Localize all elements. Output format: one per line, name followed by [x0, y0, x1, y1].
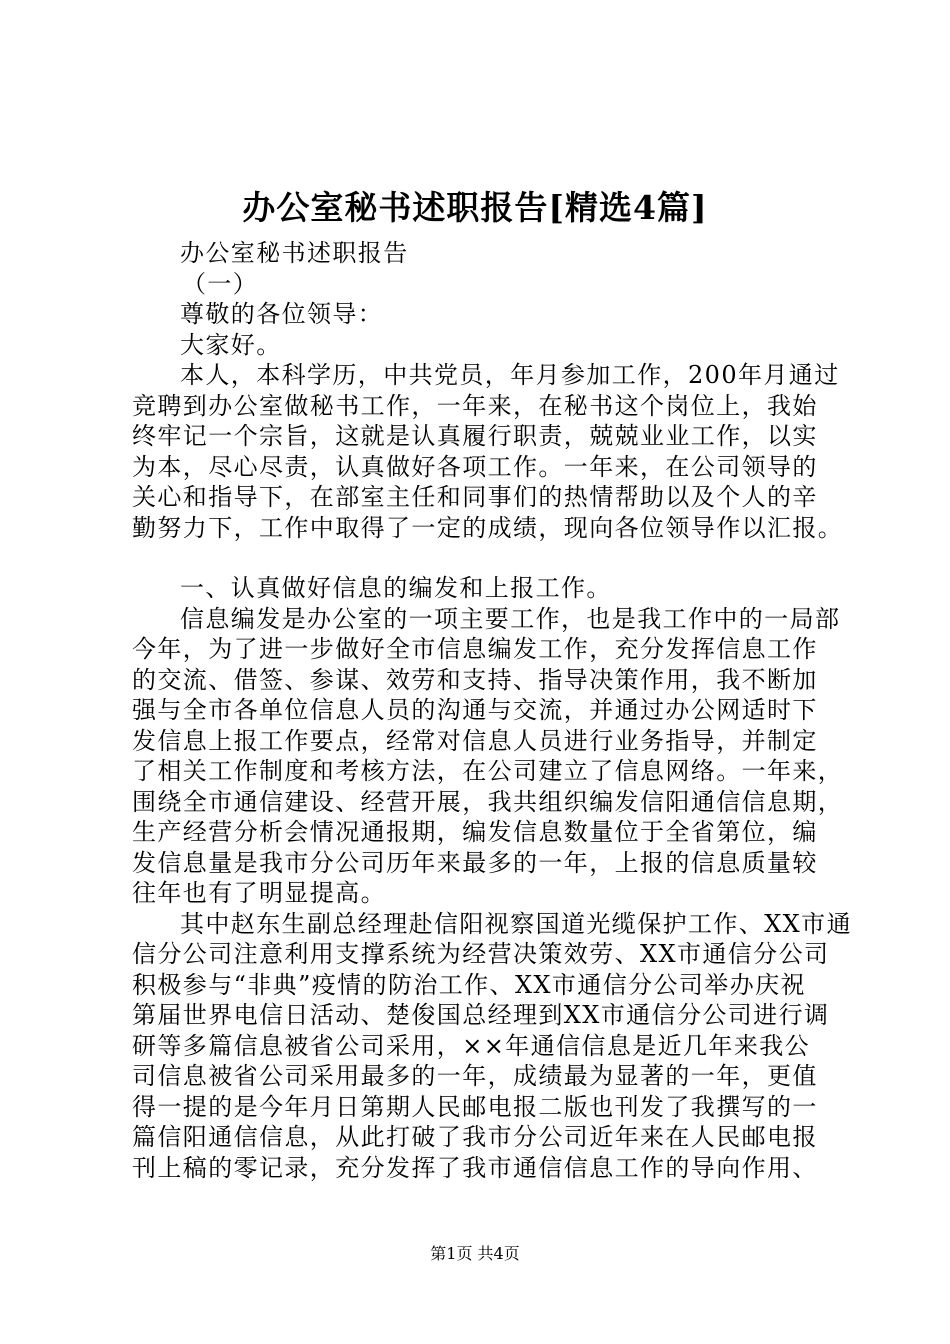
paragraph-line: 围绕全市通信建设、经营开展，我共组织编发信阳通信信息期， [132, 787, 844, 816]
paragraph-line: 生产经营分析会情况通报期，编发信息数量位于全省第位，编 [132, 818, 818, 846]
paragraph-line: 为本，尽心尽责，认真做好各项工作。一年来，在公司领导的 [132, 452, 818, 481]
paragraph-line: 了相关工作制度和考核方法，在公司建立了信息网络。一年来， [132, 757, 844, 785]
paragraph-line: 第届世界电信日活动、楚俊国总经理到XX市通信分公司进行调 [132, 1001, 830, 1029]
paragraph-line: 信分公司注意利用支撑系统为经营决策效劳、XX市通信分公司 [132, 940, 830, 968]
document-body [132, 238, 850, 1183]
document-title: 办公室秘书述职报告[精选4篇] [242, 188, 708, 227]
paragraph-line: 刊上稿的零记录，充分发挥了我市通信信息工作的导向作用、 [132, 1153, 818, 1182]
paragraph-line: 终牢记一个宗旨，这就是认真履行职责，兢兢业业工作，以实 [132, 422, 818, 450]
paragraph-line: 往年也有了明显提高。 [132, 879, 386, 907]
page-footer: 第1页 共4页 [430, 1244, 520, 1263]
paragraph-line: 关心和指导下，在部室主任和同事们的热情帮助以及个人的辛 [132, 483, 818, 511]
greeting: 大家好。 [180, 330, 282, 359]
paragraph-line: 本人，本科学历，中共党员，年月参加工作，200年月通过 [180, 361, 840, 389]
paragraph-line: 司信息被省公司采用最多的一年，成绩最为显著的一年，更值 [132, 1062, 818, 1090]
paragraph-line: 信息编发是办公室的一项主要工作，也是我工作中的一局部 [180, 604, 841, 633]
paragraph-line: 勤努力下，工作中取得了一定的成绩，现向各位领导作以汇报。 [132, 513, 844, 542]
paragraph-line: 篇信阳通信信息，从此打破了我市分公司近年来在人民邮电报 [132, 1123, 818, 1151]
subtitle: 办公室秘书述职报告 [180, 239, 409, 267]
salutation: 尊敬的各位领导： [180, 300, 384, 328]
paragraph-line: 竞聘到办公室做秘书工作，一年来，在秘书这个岗位上，我始 [132, 391, 818, 420]
paragraph-line: 的交流、借签、参谋、效劳和支持、指导决策作用，我不断加 [132, 665, 818, 694]
paragraph-line: 发信息上报工作要点，经常对信息人员进行业务指导，并制定 [132, 726, 818, 755]
paragraph-1 [132, 360, 850, 543]
paragraph-line: 今年，为了进一步做好全市信息编发工作，充分发挥信息工作 [132, 635, 818, 663]
paragraph-line: 得一提的是今年月日第期人民邮电报二版也刊发了我撰写的一 [132, 1092, 818, 1121]
section-number: （一） [182, 269, 259, 298]
paragraph-spacer [132, 543, 850, 573]
paragraph-3 [132, 909, 850, 1184]
paragraph-line: 其中赵东生副总经理赴信阳视察国道光缆保护工作、XX市通 [180, 909, 852, 938]
paragraph-line: 积极参与“非典”疫情的防治工作、XX市通信分公司举办庆祝 [132, 970, 806, 999]
paragraph-line: 研等多篇信息被省公司采用，××年通信信息是近几年来我公 [132, 1031, 811, 1060]
paragraph-line: 强与全市各单位信息人员的沟通与交流，并通过办公网适时下 [132, 696, 818, 724]
paragraph-line: 发信息量是我市分公司历年来最多的一年，上报的信息质量较 [132, 848, 818, 877]
paragraph-2 [132, 604, 850, 909]
section-heading: 一、认真做好信息的编发和上报工作。 [180, 574, 612, 602]
